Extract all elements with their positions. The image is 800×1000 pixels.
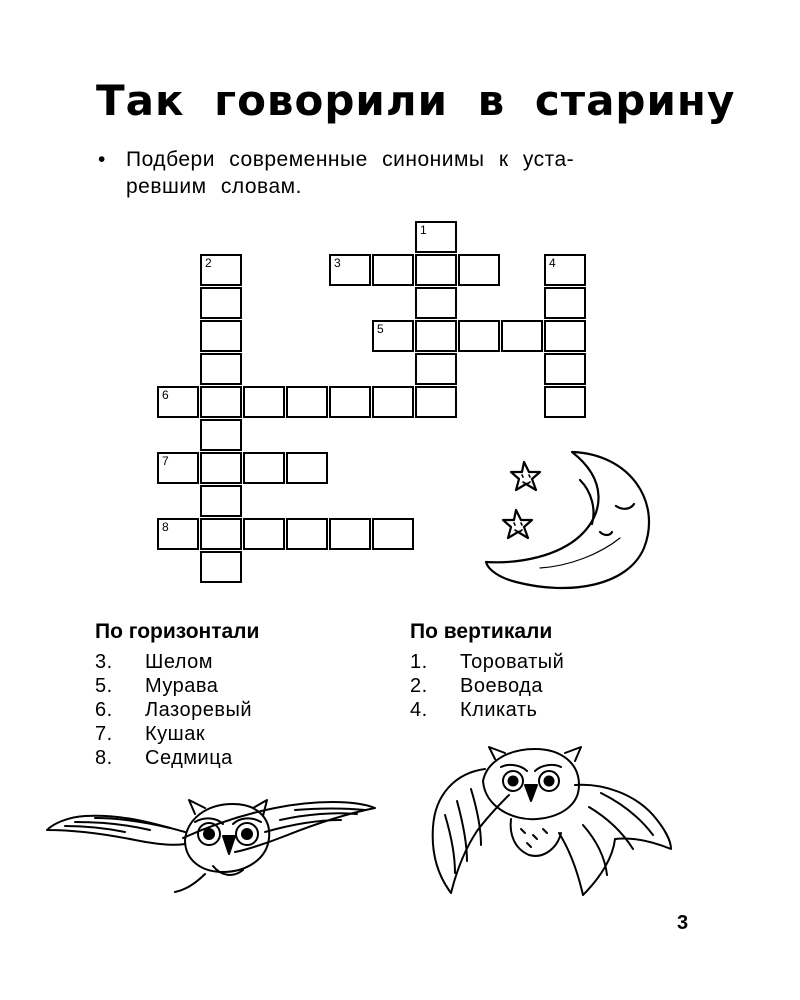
- clue-number: 6.: [95, 699, 113, 721]
- crossword-cell[interactable]: [329, 386, 371, 418]
- crossword-cell[interactable]: [544, 254, 586, 286]
- clue-word: Кушак: [145, 723, 206, 745]
- list-item: [410, 674, 670, 698]
- crossword-cell[interactable]: [415, 221, 457, 253]
- crossword-cell[interactable]: [200, 551, 242, 583]
- crossword-cell[interactable]: [200, 254, 242, 286]
- instruction-line-2: ревшим словам.: [126, 175, 302, 198]
- crossword-cell[interactable]: [157, 452, 199, 484]
- crossword-cell[interactable]: [286, 386, 328, 418]
- crossword-cell[interactable]: [372, 320, 414, 352]
- clue-number: 8.: [95, 747, 113, 769]
- clue-number: 7.: [95, 723, 113, 745]
- crossword-cell[interactable]: [415, 287, 457, 319]
- clue-word: Мурава: [145, 675, 219, 697]
- crossword-cell[interactable]: [544, 320, 586, 352]
- down-clues-list: [410, 650, 670, 722]
- crossword-cell[interactable]: [243, 386, 285, 418]
- flying-owl-right-illustration: [425, 745, 675, 900]
- crossword-cell[interactable]: [544, 353, 586, 385]
- clue-word: Шелом: [145, 651, 214, 673]
- crossword-cell[interactable]: [329, 518, 371, 550]
- list-item: [410, 698, 670, 722]
- clue-number: 5: [377, 322, 384, 336]
- clue-number: 6: [162, 388, 169, 402]
- list-item: [410, 650, 670, 674]
- clue-number: 1: [420, 223, 427, 237]
- crossword-cell[interactable]: [157, 386, 199, 418]
- clue-number: 8: [162, 520, 169, 534]
- crossword-cell[interactable]: [200, 320, 242, 352]
- crossword-cell[interactable]: [200, 485, 242, 517]
- clue-number: 4.: [410, 699, 428, 721]
- instruction-line-1: Подбери современные синонимы к уста-: [126, 148, 575, 171]
- clue-number: 3: [334, 256, 341, 270]
- clue-word: Седмица: [145, 747, 233, 769]
- clue-number: 7: [162, 454, 169, 468]
- list-item: [95, 746, 375, 770]
- crossword-cell[interactable]: [544, 287, 586, 319]
- clue-number: 1.: [410, 651, 428, 673]
- crossword-cell[interactable]: [243, 452, 285, 484]
- list-item: [95, 674, 375, 698]
- crossword-cell[interactable]: [286, 452, 328, 484]
- crossword-cell[interactable]: [200, 287, 242, 319]
- crossword-cell[interactable]: [458, 320, 500, 352]
- clue-number: 5.: [95, 675, 113, 697]
- crossword-cell[interactable]: [415, 386, 457, 418]
- crossword-cell[interactable]: [372, 254, 414, 286]
- list-item: [95, 722, 375, 746]
- crossword-cell[interactable]: [200, 452, 242, 484]
- crossword-cell[interactable]: [200, 518, 242, 550]
- clue-number: 2: [205, 256, 212, 270]
- crossword-cell[interactable]: [501, 320, 543, 352]
- flying-owl-left-illustration: [45, 780, 385, 900]
- bullet: •: [98, 148, 106, 171]
- crossword-cell[interactable]: [329, 254, 371, 286]
- crossword-cell[interactable]: [458, 254, 500, 286]
- list-item: [95, 650, 375, 674]
- across-heading: По горизонтали: [95, 620, 260, 643]
- crossword-cell[interactable]: [372, 386, 414, 418]
- across-clues-list: [95, 650, 375, 770]
- page-title: Так говорили в старину: [96, 76, 736, 125]
- clue-word: Тороватый: [460, 651, 565, 673]
- clue-word: Лазоревый: [145, 699, 253, 721]
- crossword-cell[interactable]: [372, 518, 414, 550]
- moon-with-stars-illustration: [480, 440, 670, 600]
- crossword-cell[interactable]: [415, 320, 457, 352]
- clue-number: 3.: [95, 651, 113, 673]
- crossword-cell[interactable]: [544, 386, 586, 418]
- clue-word: Воевода: [460, 675, 543, 697]
- crossword-cell[interactable]: [200, 386, 242, 418]
- page-number: 3: [677, 912, 689, 934]
- clue-word: Кликать: [460, 699, 538, 721]
- down-heading: По вертикали: [410, 620, 553, 643]
- clue-number: 4: [549, 256, 556, 270]
- crossword-cell[interactable]: [286, 518, 328, 550]
- crossword-cell[interactable]: [200, 419, 242, 451]
- crossword-cell[interactable]: [157, 518, 199, 550]
- crossword-cell[interactable]: [415, 254, 457, 286]
- clue-number: 2.: [410, 675, 428, 697]
- crossword-cell[interactable]: [243, 518, 285, 550]
- crossword-cell[interactable]: [415, 353, 457, 385]
- crossword-cell[interactable]: [200, 353, 242, 385]
- list-item: [95, 698, 375, 722]
